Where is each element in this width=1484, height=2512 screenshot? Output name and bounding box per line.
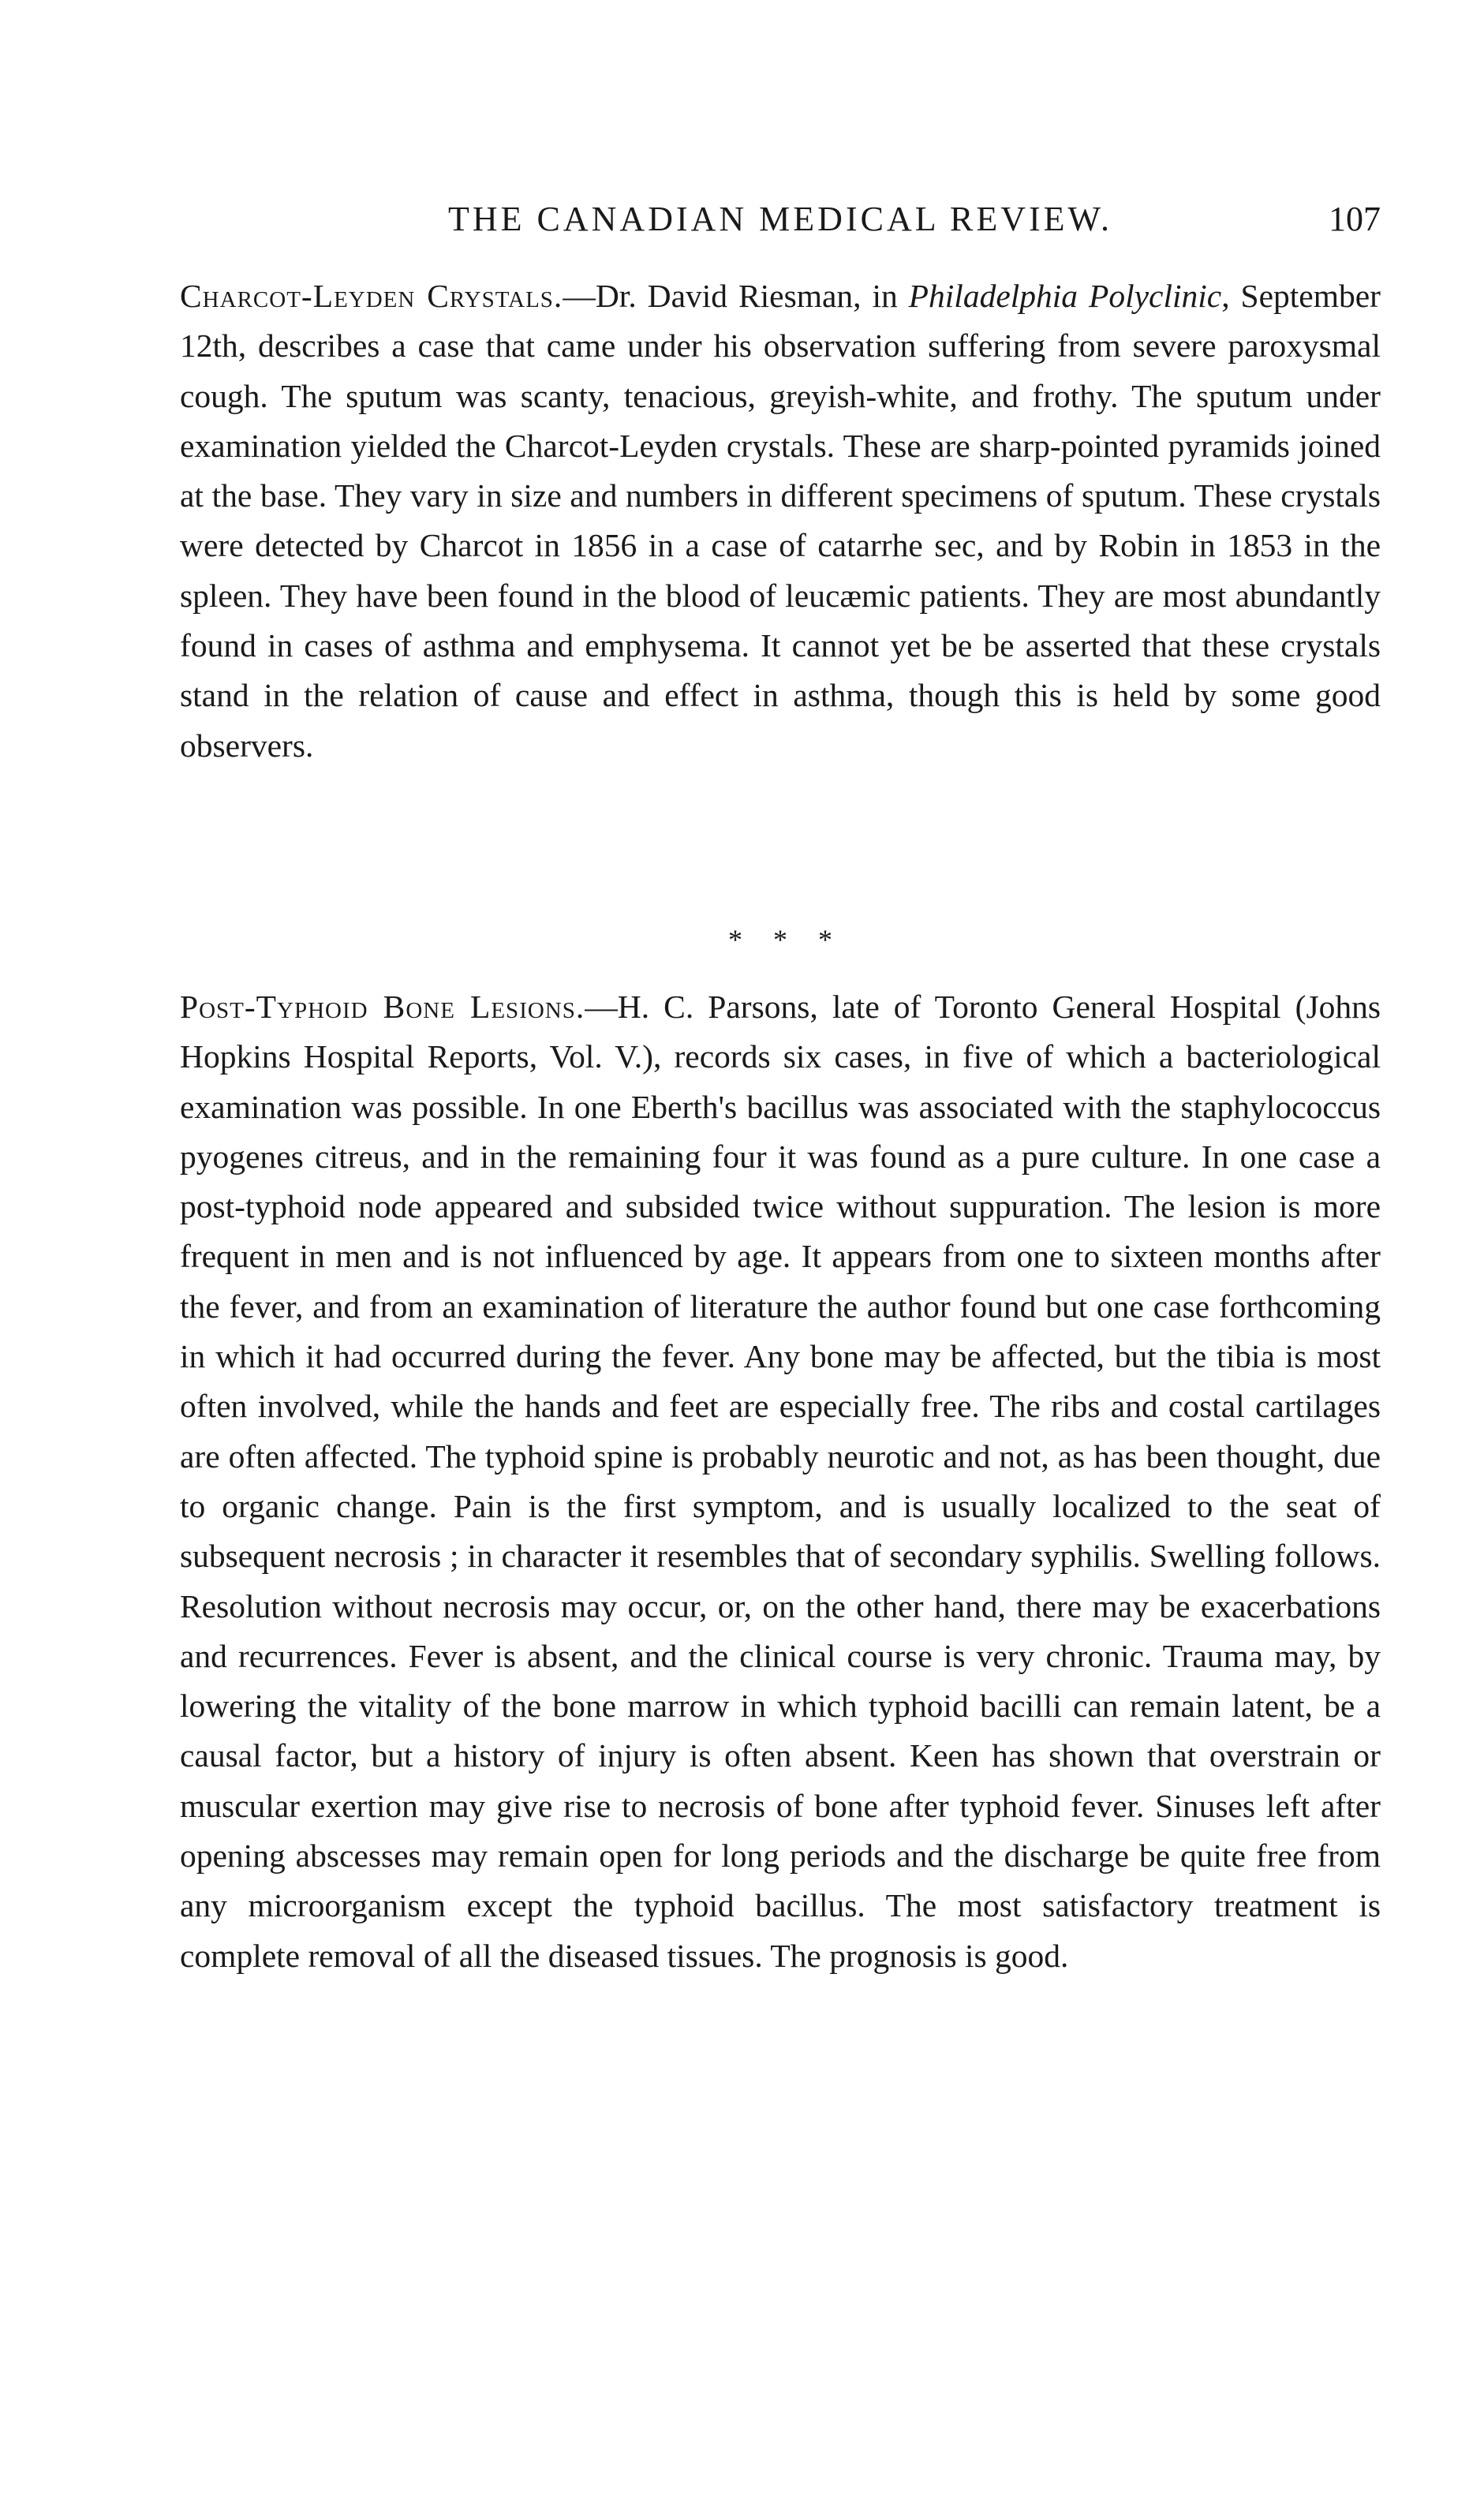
article-paragraph bbox=[180, 271, 1381, 771]
article-paragraph bbox=[180, 982, 1381, 1981]
article-body: , September 12th, describes a case that came under his observation suffering from severe paroxysmal cough. The sputum was scanty, tenacious, greyish-white, and frothy. The sputum under examination yielded the Charcot-Leyden crystals. These are sharp-pointed pyramids joined at the base. They vary in size and numbers in different specimens of sputum. These crystals were detected by Charcot in 1856 in a case of catarrhe sec, and by Robin in 1853 in the spleen. They have been found in the blood of leucæmic patients. They are most abundantly found in cases of asthma and emphysema. It cannot yet be be asserted that these crystals stand in the relation of cause and effect in asthma, though this is held by some good observers. bbox=[180, 278, 1381, 764]
journal-title: THE CANADIAN MEDICAL REVIEW. bbox=[448, 200, 1112, 238]
article-lead-text: —Dr. David Riesman, in bbox=[563, 278, 909, 314]
article-charcot-leyden bbox=[180, 271, 1381, 771]
article-heading: Post-Typhoid Bone Lesions. bbox=[180, 989, 585, 1025]
section-separator: * * * bbox=[728, 924, 832, 955]
page-number: 107 bbox=[1329, 200, 1381, 238]
article-heading: Charcot-Leyden Crystals. bbox=[180, 278, 563, 314]
journal-name: Philadelphia Polyclinic bbox=[908, 278, 1222, 314]
article-post-typhoid bbox=[180, 982, 1381, 1981]
document-page bbox=[180, 0, 1381, 2512]
article-body: —H. C. Parsons, late of Toronto General Hospital (Johns Hopkins Hospital Reports, Vol. V.), records six cases, in five of which a bacteriological examination was possible. In one Eberth's bacillus was associated with the staphylococcus pyogenes citreus, and in the remaining four it was found as a pure culture. In one case a post-typhoid node appeared and subsided twice without suppuration. The lesion is more frequent in men and is not influenced by age. It appears from one to sixteen months after the fever, and from an examination of literature the author found but one case forthcoming in which it had occurred during the fever. Any bone may be affected, but the tibia is most often involved, while the hands and feet are especially free. The ribs and costal cartilages are often affected. The typhoid spine is probably neurotic and not, as has been thought, due to organic change. Pain is the first symptom, and is usually localized to the seat of subsequent necrosis ; in character it resembles that of secondary syphilis. Swelling follows. Resolution without necrosis may occur, or, on the other hand, there may be exacerbations and recurrences. Fever is absent, and the clinical course is very chronic. Trauma may, by lowering the vitality of the bone marrow in which typhoid bacilli can remain latent, be a causal factor, but a history of injury is often absent. Keen has shown that overstrain or muscular exertion may give rise to necrosis of bone after typhoid fever. Sinuses left after opening abscesses may remain open for long periods and the discharge be quite free from any microorganism except the typhoid bacillus. The most satisfactory treatment is complete removal of all the diseased tissues. The prognosis is good. bbox=[180, 989, 1381, 1974]
running-header bbox=[180, 196, 1381, 243]
